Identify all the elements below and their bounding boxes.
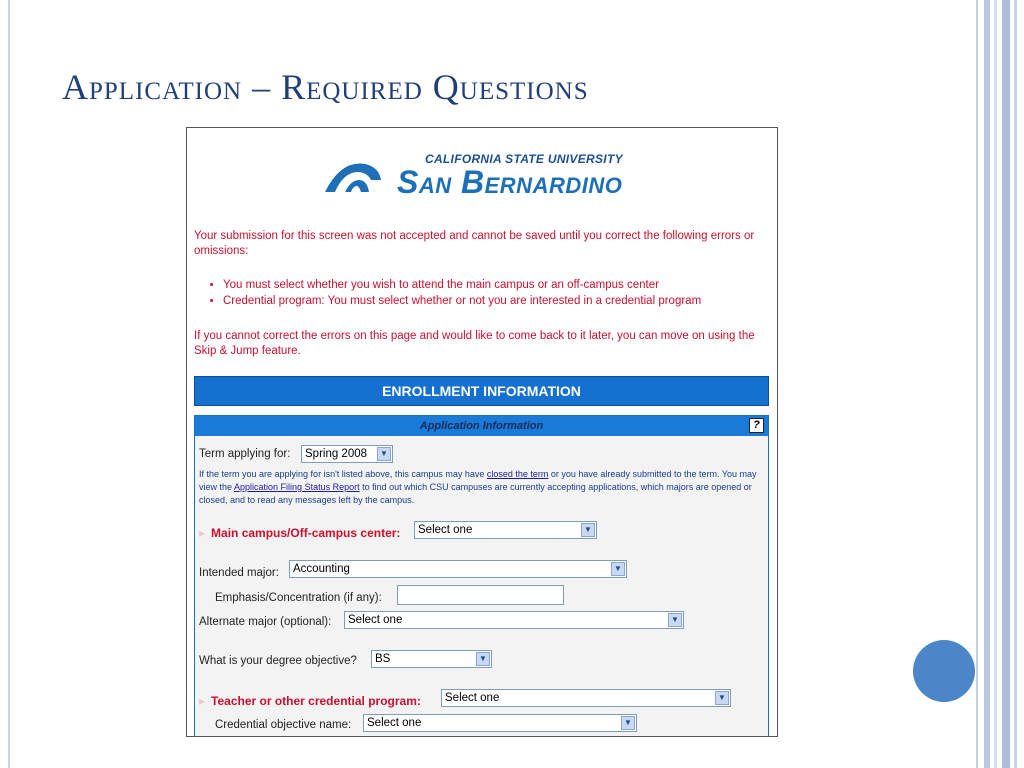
degree-label: What is your degree objective? [199, 655, 357, 667]
alternate-major-value: Select one [348, 614, 403, 626]
term-note: If the term you are applying for isn't listed above, this campus may have closed the term or you have already submitted to the term. You may view the Application Filing Status Report to find out which CSU campuses are currently accepting applications, which majors are opened or closed, and to read any messages left by the campus. [199, 469, 757, 505]
chevron-down-icon: ▼ [581, 523, 595, 537]
credential-select[interactable] [441, 689, 731, 707]
chevron-down-icon: ▼ [715, 691, 729, 705]
application-info-panel [194, 415, 769, 737]
major-select[interactable] [289, 560, 627, 578]
campus-select[interactable] [414, 521, 597, 539]
campus-select-value: Select one [418, 524, 473, 536]
logo-main-text: San Bernardino [397, 164, 623, 200]
slide-title: Application – Required Questions [62, 67, 589, 107]
error-list [209, 278, 701, 310]
credential-objective-label: Credential objective name: [215, 719, 352, 731]
filing-status-report-link[interactable]: Application Filing Status Report [234, 482, 360, 492]
campus-label: ▸ Main campus/Off-campus center: [199, 526, 401, 540]
term-select[interactable] [301, 445, 393, 463]
required-arrow-icon: ▸ [199, 694, 206, 708]
emphasis-label: Emphasis/Concentration (if any): [215, 592, 382, 604]
screenshot-frame [186, 127, 778, 737]
term-label: Term applying for: [199, 448, 291, 460]
major-label: Intended major: [199, 567, 279, 579]
application-info-title: Application Information [419, 420, 544, 432]
degree-select-value: BS [375, 653, 391, 665]
error-outro: If you cannot correct the errors on this page and would like to come back to it later, you can move on using the Skip & Jump feature. [194, 330, 755, 357]
credential-objective-value: Select one [367, 717, 422, 729]
chevron-down-icon: ▼ [621, 716, 635, 730]
alternate-major-label: Alternate major (optional): [199, 616, 332, 628]
term-select-value: Spring 2008 [305, 448, 368, 460]
credential-objective-select[interactable] [363, 714, 637, 732]
error-item-campus: • You must select whether you wish to attend the main campus or an off-campus center [223, 278, 701, 293]
credential-select-value: Select one [445, 692, 500, 704]
emphasis-input[interactable] [397, 585, 564, 605]
chevron-down-icon: ▼ [476, 652, 490, 666]
logo-mark-icon [321, 158, 383, 194]
chevron-down-icon: ▼ [377, 447, 391, 461]
chevron-down-icon: ▼ [611, 562, 625, 576]
application-info-header [195, 416, 768, 436]
help-button[interactable]: ? [749, 418, 764, 433]
major-select-value: Accounting [293, 563, 350, 575]
university-logo [317, 148, 647, 204]
alternate-major-select[interactable] [344, 611, 684, 629]
decorative-circle [913, 640, 975, 702]
logo-top-text: CALIFORNIA STATE UNIVERSITY [425, 152, 623, 166]
enrollment-header: ENROLLMENT INFORMATION [194, 376, 769, 406]
chevron-down-icon: ▼ [668, 613, 682, 627]
required-arrow-icon: ▸ [199, 526, 206, 540]
credential-label: ▸ Teacher or other credential program: [199, 694, 421, 708]
closed-term-link[interactable]: closed the term [486, 469, 549, 479]
degree-select[interactable] [371, 650, 492, 668]
error-intro: Your submission for this screen was not accepted and cannot be saved until you correct the following errors or omissions: [194, 230, 755, 257]
slide-left-border [8, 0, 10, 768]
error-item-credential: • Credential program: You must select whether or not you are interested in a credential program [223, 294, 701, 309]
slide-right-decoration [976, 0, 1024, 768]
